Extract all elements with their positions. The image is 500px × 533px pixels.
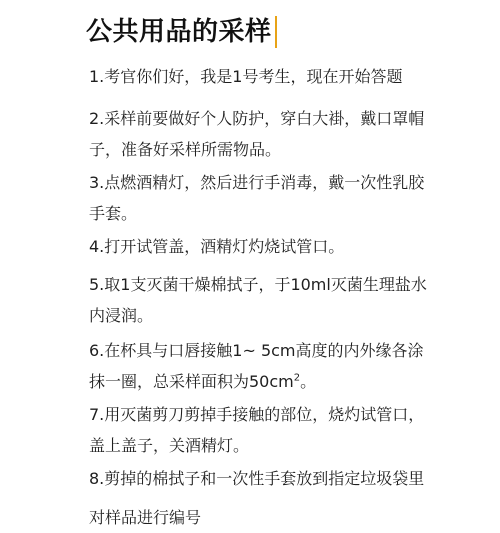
document-title: 公共用品的采样 <box>86 17 272 47</box>
step-6-line-2-text: 抹一圈，总采样面积为50cm <box>89 372 294 391</box>
step-5-line-1: 5.取1支灭菌干燥棉拭子，于10ml灭菌生理盐水 <box>89 275 427 294</box>
step-6-line-2-end: 。 <box>300 372 317 391</box>
step-2-line-2: 子，准备好采样所需物品。 <box>89 140 282 159</box>
step-8-line-1: 8.剪掉的棉拭子和一次性手套放到指定垃圾袋里 <box>89 469 425 488</box>
step-2-line-1: 2.采样前要做好个人防护，穿白大褂，戴口罩帽 <box>89 109 425 128</box>
title-row <box>86 12 277 52</box>
step-4 <box>89 231 439 262</box>
step-5-line-2: 内浸润。 <box>89 306 154 325</box>
step-7-line-1: 7.用灭菌剪刀剪掉手接触的部位，烧灼试管口， <box>89 405 425 424</box>
step-1-line-1: 1.考官你们好，我是1号考生，现在开始答题 <box>89 67 403 86</box>
step-2 <box>89 103 439 165</box>
superscript-two: 2 <box>293 372 301 384</box>
step-5 <box>89 269 439 331</box>
step-6 <box>89 335 439 397</box>
step-7 <box>89 399 439 461</box>
step-1 <box>89 61 439 92</box>
step-8 <box>89 463 439 533</box>
step-3-line-1: 3.点燃酒精灯，然后进行手消毒，戴一次性乳胶 <box>89 173 425 192</box>
step-8-line-2: 对样品进行编号 <box>89 508 202 527</box>
step-4-line-1: 4.打开试管盖，酒精灯灼烧试管口。 <box>89 237 345 256</box>
step-3 <box>89 167 439 229</box>
step-7-line-2: 盖上盖子，关酒精灯。 <box>89 436 250 455</box>
step-6-line-1: 6.在杯具与口唇接触1~ 5cm高度的内外缘各涂 <box>89 341 424 360</box>
text-cursor <box>275 16 277 48</box>
step-3-line-2: 手套。 <box>89 204 138 223</box>
step-6-line-2 <box>89 366 439 397</box>
